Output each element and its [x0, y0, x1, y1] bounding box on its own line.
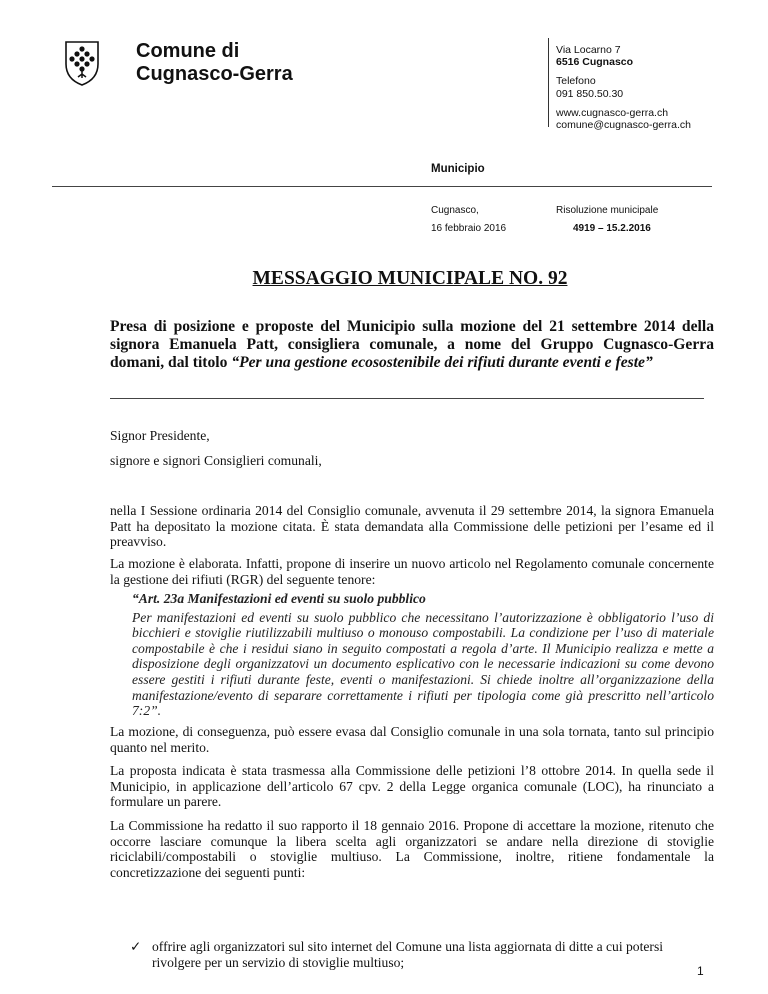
place-date — [431, 202, 506, 238]
subject-quote: “Per una gestione ecosostenibile dei rifiuti durante eventi e feste” — [231, 354, 653, 371]
website-link[interactable]: www.cugnasco-gerra.ch — [556, 106, 669, 119]
coat-of-arms-icon — [64, 40, 100, 86]
email-link[interactable]: comune@cugnasco-gerra.ch — [556, 119, 691, 132]
check-icon: ✓ — [130, 939, 142, 954]
paragraph-1: nella I Sessione ordinaria 2014 del Consiglio comunale, avvenuta il 29 settembre 2014, la signora Emanuela Patt ha depositato la mozione citata. È stata demandata alla Commissione delle petizioni per l’esame ed il preavviso. — [110, 503, 714, 550]
phone-label: Telefono — [556, 75, 596, 88]
list-item — [130, 939, 710, 970]
header-divider — [548, 38, 549, 127]
paragraph-2: La mozione è elaborata. Infatti, propone di inserire un nuovo articolo nel Regolamento comunale concernente la gestione dei rifiuti (RGR) del seguente tenore: — [110, 556, 714, 587]
office-name: Municipio — [431, 163, 485, 175]
quoted-article-title: “Art. 23a Manifestazioni ed eventi su suolo pubblico — [132, 591, 426, 606]
paragraph-5: La Commissione ha redatto il suo rapporto il 18 gennaio 2016. Propone di accettare la mozione, ritenuto che occorre lasciare comunque la libera scelta agli organizzatori se andare nella direzione di stoviglie riciclabili/compostabili o stoviglie multiuso. La Commissione, inoltre, ritiene fondamentale la concretizzazione dei seguenti punti: — [110, 818, 714, 880]
salutation-line-2: signore e signori Consiglieri comunali, — [110, 453, 322, 468]
resolution-block — [556, 202, 658, 238]
list-item-text: offrire agli organizzatori sul sito internet del Comune una lista aggiornata di ditte a cui potersi rivolgere per un servizio di stoviglie multiuso; — [152, 939, 664, 970]
place: Cugnasco, — [431, 205, 479, 216]
paragraph-3: La mozione, di conseguenza, può essere evasa dal Consiglio comunale in una sola tornata, tanto sul principio quanto nel merito. — [110, 724, 714, 755]
subject — [110, 318, 714, 372]
paragraph-4: La proposta indicata è stata trasmessa alla Commissione delle petizioni l’8 ottobre 2014. In quella sede il Municipio, in applicazione dell’articolo 67 cpv. 2 della Legge organica comunale (LOC), ha rinunciato a formulare un parere. — [110, 763, 714, 810]
resolution-number: 4919 – 15.2.2016 — [573, 223, 651, 234]
org-line-1: Comune di — [136, 40, 240, 62]
subject-text: Presa di posizione e proposte del Municipio sulla mozione del 21 settembre 2014 della signora Emanuela Patt, consigliera comunale, a nome del Gruppo Cugnasco-Gerra domani, dal titolo — [110, 318, 714, 371]
resolution-label: Risoluzione municipale — [556, 205, 659, 216]
salutation-line-1: Signor Presidente, — [110, 428, 210, 443]
page-number: 1 — [697, 964, 704, 978]
contact-block — [556, 44, 691, 131]
organization-name — [136, 40, 293, 86]
address-line-2: 6516 Cugnasco — [556, 56, 634, 69]
header-rule — [52, 186, 712, 187]
date: 16 febbraio 2016 — [431, 223, 507, 234]
quoted-article-text: Per manifestazioni ed eventi su suolo pubblico che necessitano l’autorizzazione è obbligatorio l’uso di bicchieri e stoviglie riutilizzabili multiuso o monouso compostabili. La condizione per l’uso di materiale compostabile è che i residui siano in seguito compostati a regola d’arte. Il Municipio realizza e mette a disposizione degli organizzatovi un documento esplicativo con le necessarie indicazioni su come devono essere gestiti i rifiuti durante feste, eventi o manifestazioni. Si chiede inoltre all’organizzazione della manifestazione/evento di separare correttamente i rifiuti per tipologia come già prescritto nell’articolo 7:2”. — [132, 609, 714, 719]
subject-rule — [110, 398, 704, 399]
quoted-article — [132, 591, 714, 719]
org-line-2: Cugnasco-Gerra — [136, 63, 293, 85]
phone-number: 091 850.50.30 — [556, 87, 624, 100]
address-line-1: Via Locarno 7 — [556, 44, 621, 56]
page-title: MESSAGGIO MUNICIPALE NO. 92 — [252, 268, 568, 289]
